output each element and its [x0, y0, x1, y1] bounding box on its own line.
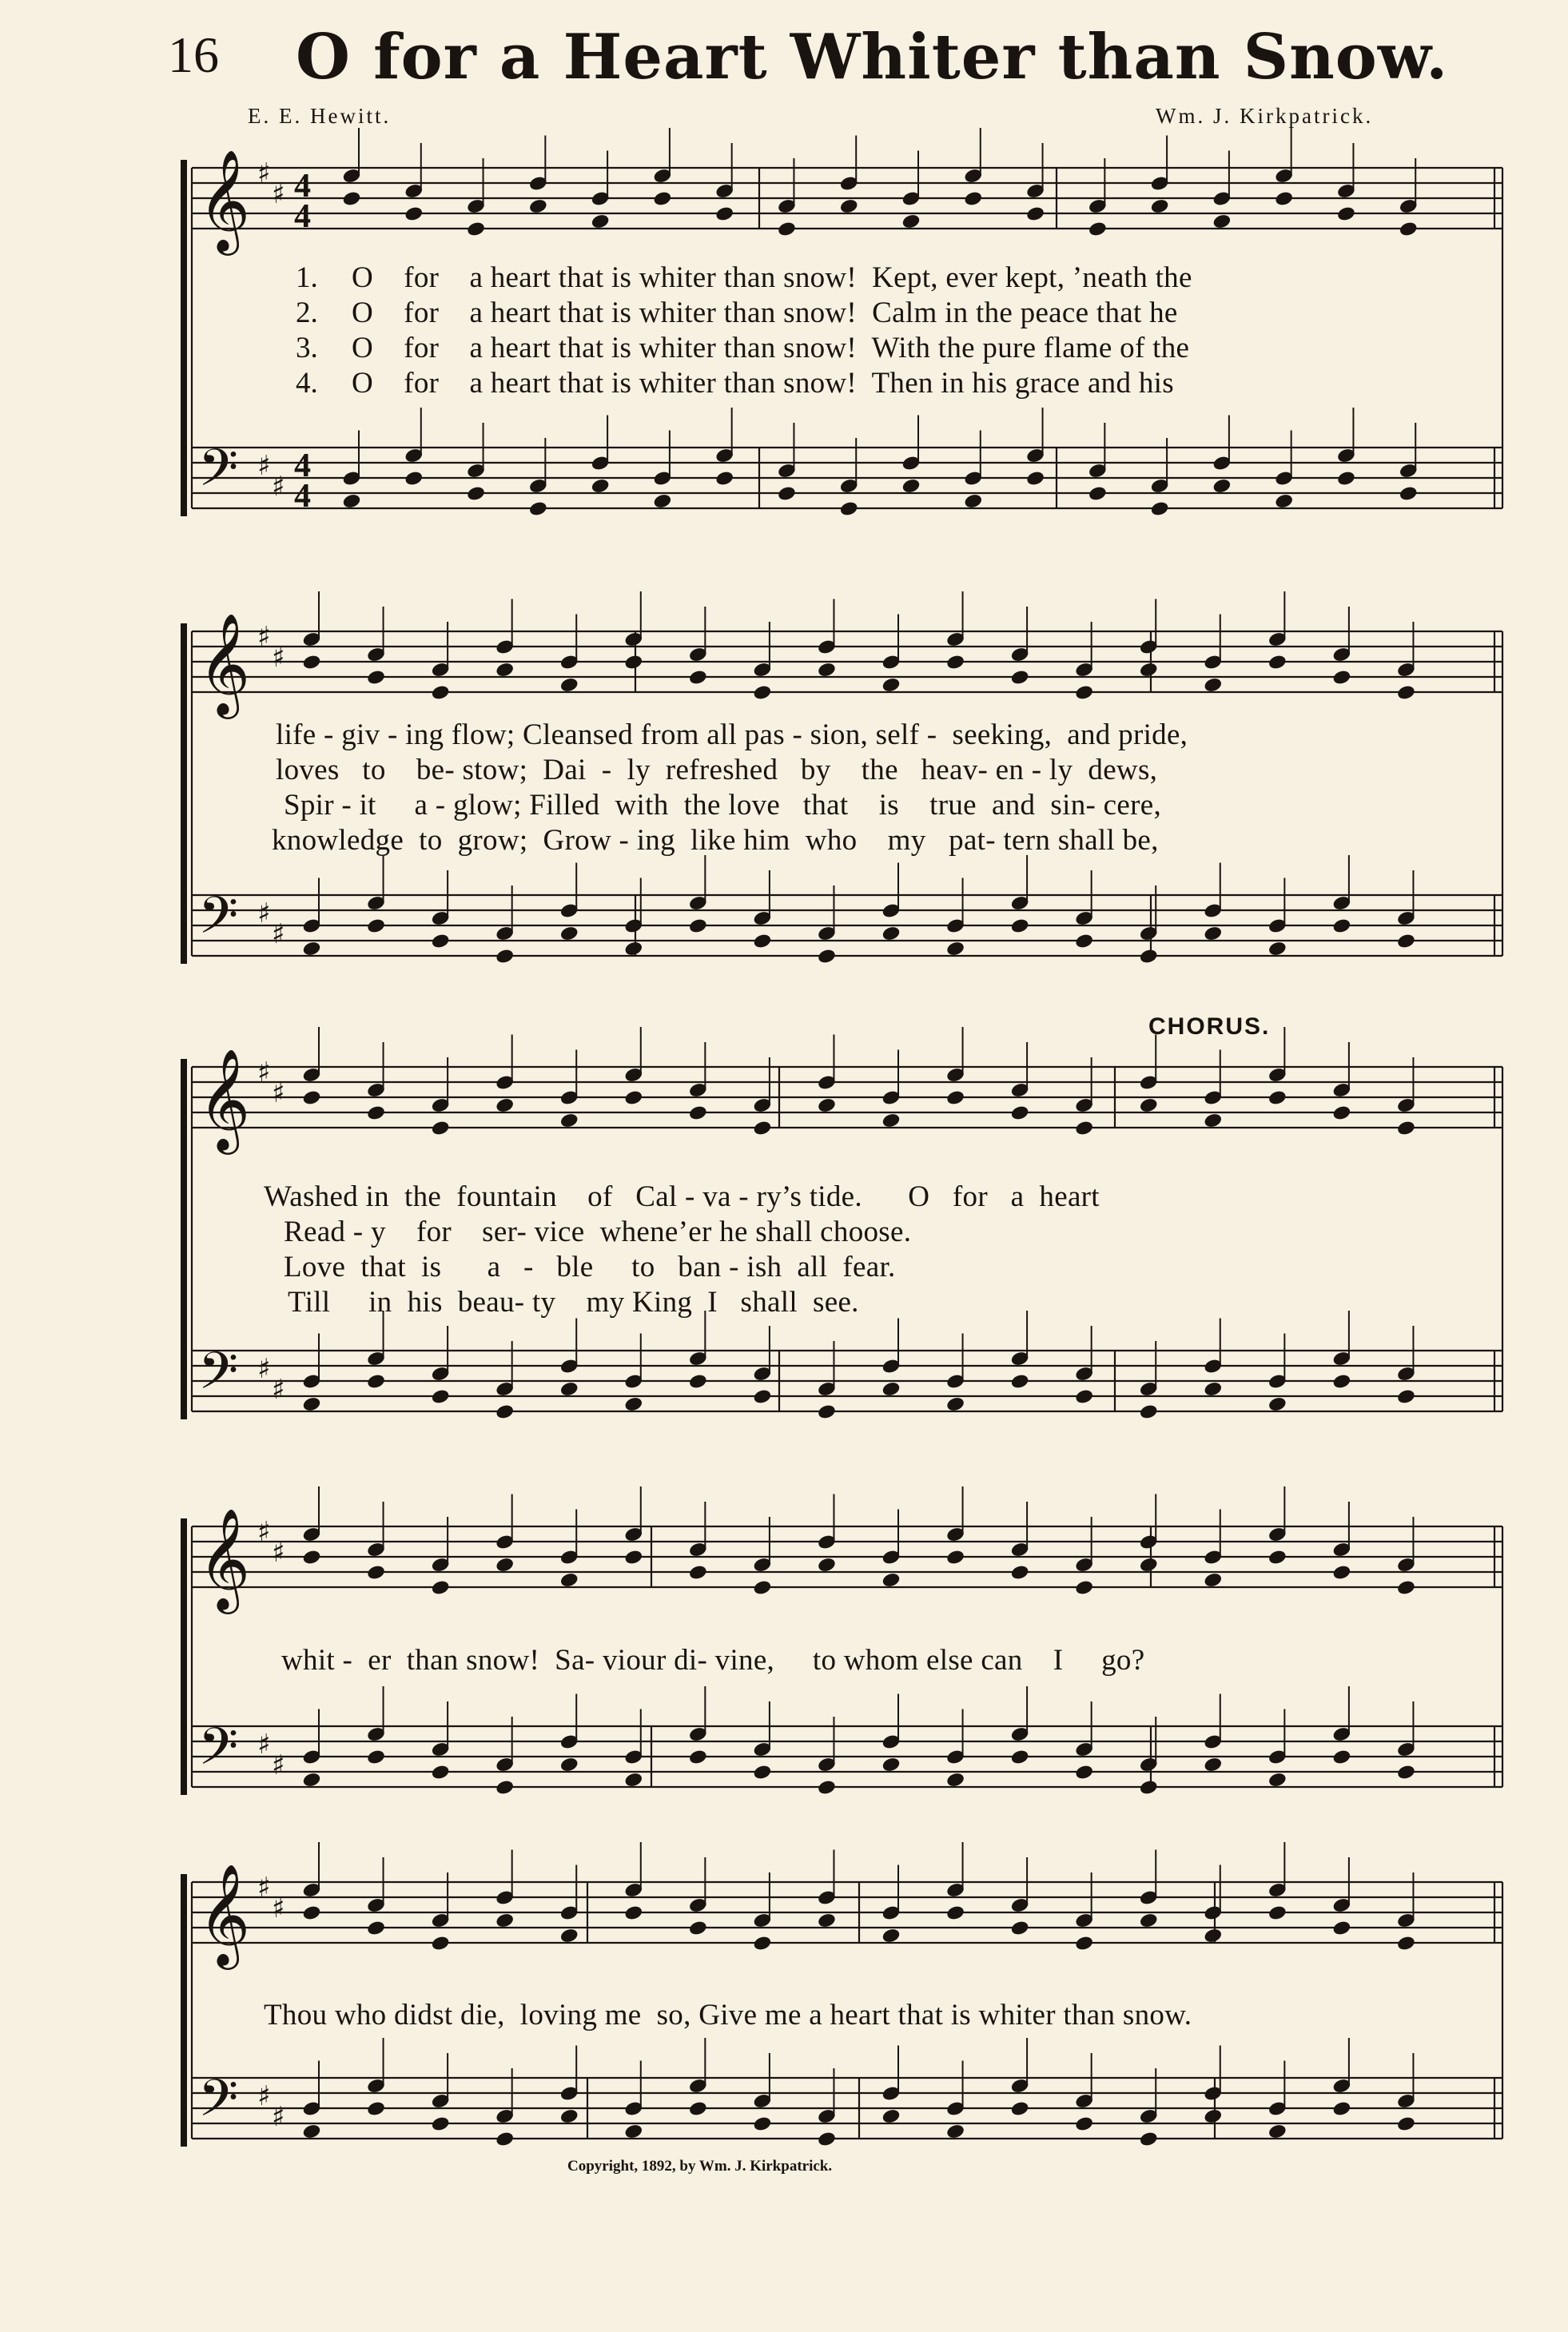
- treble-clef-icon: 𝄞: [198, 1048, 251, 1150]
- notehead: [1268, 1090, 1287, 1106]
- notehead: [946, 941, 965, 957]
- notehead: [1399, 486, 1418, 502]
- notehead: [1268, 2123, 1287, 2139]
- notehead: [302, 941, 321, 957]
- notehead: [882, 1757, 901, 1773]
- sharp-icon: ♯: [257, 897, 271, 929]
- notehead: [689, 670, 708, 686]
- notehead: [1397, 1120, 1416, 1136]
- lyric-s3-v4: Till in his beau- ty my King I shall see.: [288, 1286, 859, 1319]
- sharp-icon: ♯: [257, 621, 271, 653]
- notehead: [1397, 933, 1416, 949]
- notehead: [1139, 1780, 1158, 1796]
- notehead: [342, 191, 361, 207]
- notehead: [753, 1936, 772, 1952]
- sharp-icon: ♯: [257, 1872, 271, 1904]
- notehead: [946, 1396, 965, 1412]
- notehead: [431, 2116, 450, 2132]
- lyricist-credit: E. E. Hewitt.: [248, 104, 392, 128]
- notehead: [342, 493, 361, 509]
- notehead: [302, 1772, 321, 1788]
- notehead: [1204, 925, 1223, 941]
- notehead: [1275, 191, 1294, 207]
- notehead: [431, 1580, 450, 1596]
- sharp-icon: ♯: [272, 1077, 285, 1109]
- notehead: [302, 655, 321, 671]
- treble-clef-icon: 𝄞: [198, 1863, 251, 1965]
- notehead: [1332, 670, 1351, 686]
- notehead: [882, 1928, 901, 1944]
- notehead: [1139, 662, 1158, 678]
- notehead: [367, 1565, 386, 1581]
- notehead: [367, 918, 386, 934]
- sharp-icon: ♯: [272, 1537, 285, 1569]
- bass-clef-icon: 𝄢: [198, 1342, 239, 1414]
- copyright-notice: Copyright, 1892, by Wm. J. Kirkpatrick.: [567, 2158, 833, 2175]
- notehead: [1268, 941, 1287, 957]
- notehead: [901, 478, 921, 494]
- notehead: [1332, 1565, 1351, 1581]
- sharp-icon: ♯: [272, 2101, 285, 2133]
- notehead: [559, 1928, 579, 1944]
- lyric-s1-v1: O for a heart that is whiter than snow! Kept, ever kept, ’neath the: [352, 261, 1192, 294]
- notehead: [1010, 670, 1029, 686]
- notehead: [946, 655, 965, 671]
- notehead: [495, 1780, 515, 1796]
- notehead: [559, 677, 579, 693]
- lyric-s3-v3: Love that is a - ble to ban - ish all fear.: [284, 1251, 896, 1283]
- lyric-s5: Thou who didst die, loving me so, Give me a heart that is whiter than snow.: [264, 1999, 1192, 2032]
- verse-number-1: 1.: [296, 261, 318, 294]
- lyric-s1-v3: O for a heart that is whiter than snow! With the pure flame of the: [352, 332, 1190, 364]
- notehead: [818, 1404, 837, 1420]
- notehead: [1268, 1396, 1287, 1412]
- notehead: [1399, 221, 1418, 237]
- notehead: [1204, 677, 1223, 693]
- notehead: [431, 1389, 450, 1405]
- notehead: [778, 486, 797, 502]
- sharp-icon: ♯: [272, 1892, 285, 1924]
- notehead: [467, 486, 486, 502]
- notehead: [559, 1757, 579, 1773]
- notehead: [624, 1772, 643, 1788]
- notehead: [591, 213, 610, 229]
- bass-clef-icon: 𝄢: [198, 1717, 239, 1789]
- notehead: [1204, 1381, 1223, 1397]
- notehead: [964, 493, 983, 509]
- notehead: [495, 1404, 515, 1420]
- notehead: [1397, 1389, 1416, 1405]
- sharp-icon: ♯: [272, 1749, 285, 1781]
- sharp-icon: ♯: [257, 1353, 271, 1385]
- notehead: [1332, 1749, 1351, 1765]
- verse-number-4: 4.: [296, 367, 318, 400]
- notehead: [964, 191, 983, 207]
- notehead: [495, 1557, 515, 1573]
- notehead: [753, 1120, 772, 1136]
- notehead: [559, 1381, 579, 1397]
- notehead: [818, 1912, 837, 1928]
- notehead: [689, 918, 708, 934]
- notehead: [302, 1396, 321, 1412]
- notehead: [882, 677, 901, 693]
- notehead: [715, 471, 734, 487]
- notehead: [753, 685, 772, 701]
- sharp-icon: ♯: [257, 2080, 271, 2112]
- notehead: [901, 213, 921, 229]
- notehead: [367, 1374, 386, 1390]
- sharp-icon: ♯: [257, 450, 271, 482]
- notehead: [431, 1765, 450, 1781]
- notehead: [1075, 1765, 1094, 1781]
- time-signature-numerator: 4: [294, 448, 311, 484]
- notehead: [689, 1105, 708, 1121]
- notehead: [495, 949, 515, 965]
- notehead: [1075, 933, 1094, 949]
- notehead: [1075, 1120, 1094, 1136]
- verse-number-2: 2.: [296, 296, 318, 329]
- notehead: [591, 478, 610, 494]
- notehead: [1075, 1389, 1094, 1405]
- notehead: [404, 206, 424, 222]
- notehead: [302, 2123, 321, 2139]
- notehead: [302, 1550, 321, 1566]
- notehead: [624, 2123, 643, 2139]
- notehead: [946, 1772, 965, 1788]
- sharp-icon: ♯: [272, 1374, 285, 1406]
- notehead: [689, 2101, 708, 2117]
- notehead: [1026, 206, 1045, 222]
- sharp-icon: ♯: [257, 1729, 271, 1761]
- notehead: [946, 1090, 965, 1106]
- notehead: [1332, 918, 1351, 934]
- notehead: [431, 1120, 450, 1136]
- notehead: [1088, 221, 1108, 237]
- notehead: [1268, 1905, 1287, 1921]
- notehead: [431, 685, 450, 701]
- notehead: [624, 1550, 643, 1566]
- lyric-s3-v1: Washed in the fountain of Cal - va - ry’s tide. O for a heart: [264, 1180, 1100, 1213]
- notehead: [1010, 1920, 1029, 1936]
- notehead: [1332, 2101, 1351, 2117]
- notehead: [1150, 501, 1169, 517]
- notehead: [653, 191, 672, 207]
- sharp-icon: ♯: [272, 642, 285, 674]
- sharp-icon: ♯: [257, 1516, 271, 1548]
- notehead: [882, 1112, 901, 1128]
- bass-clef-icon: 𝄢: [198, 2069, 239, 2141]
- treble-clef-icon: 𝄞: [198, 149, 251, 251]
- notehead: [367, 1105, 386, 1121]
- time-signature-denominator: 4: [294, 198, 311, 235]
- sharp-icon: ♯: [272, 471, 285, 503]
- notehead: [946, 1550, 965, 1566]
- notehead: [1139, 1404, 1158, 1420]
- notehead: [1212, 478, 1232, 494]
- notehead: [1075, 1936, 1094, 1952]
- verse-number-3: 3.: [296, 332, 318, 364]
- notehead: [431, 1936, 450, 1952]
- notehead: [689, 1920, 708, 1936]
- notehead: [818, 1557, 837, 1573]
- notehead: [1275, 493, 1294, 509]
- notehead: [404, 471, 424, 487]
- lyric-s2-v3: Spir - it a - glow; Filled with the love that is true and sin- cere,: [284, 789, 1162, 822]
- notehead: [1204, 1112, 1223, 1128]
- notehead: [689, 1749, 708, 1765]
- notehead: [302, 1905, 321, 1921]
- notehead: [1204, 1757, 1223, 1773]
- notehead: [753, 1580, 772, 1596]
- notehead: [1010, 1374, 1029, 1390]
- notehead: [495, 1097, 515, 1113]
- notehead: [1139, 1097, 1158, 1113]
- sharp-icon: ♯: [257, 157, 271, 189]
- notehead: [753, 1389, 772, 1405]
- notehead: [689, 1565, 708, 1581]
- notehead: [882, 1381, 901, 1397]
- notehead: [559, 1112, 579, 1128]
- notehead: [624, 941, 643, 957]
- sharp-icon: ♯: [257, 1057, 271, 1088]
- notehead: [882, 1572, 901, 1588]
- notehead: [367, 1920, 386, 1936]
- notehead: [1268, 655, 1287, 671]
- hymn-title: O for a Heart Whiter than Snow.: [296, 21, 1449, 94]
- notehead: [1139, 1557, 1158, 1573]
- notehead: [367, 1749, 386, 1765]
- notehead: [495, 1912, 515, 1928]
- page-number: 16: [168, 26, 219, 83]
- notehead: [1010, 1105, 1029, 1121]
- treble-clef-icon: 𝄞: [198, 1507, 251, 1610]
- time-signature-numerator: 4: [294, 168, 311, 205]
- bass-clef-icon: 𝄢: [198, 886, 239, 958]
- notehead: [1268, 1772, 1287, 1788]
- notehead: [1397, 1765, 1416, 1781]
- lyric-s4: whit - er than snow! Sa- viour di- vine, to whom else can I go?: [281, 1644, 1145, 1677]
- notehead: [529, 198, 548, 214]
- notehead: [818, 1780, 837, 1796]
- notehead: [1026, 471, 1045, 487]
- notehead: [1075, 685, 1094, 701]
- notehead: [1010, 918, 1029, 934]
- notehead: [1397, 685, 1416, 701]
- notehead: [839, 501, 858, 517]
- notehead: [689, 1374, 708, 1390]
- bass-clef-icon: 𝄢: [198, 439, 239, 511]
- notehead: [946, 1905, 965, 1921]
- notehead: [946, 2123, 965, 2139]
- notehead: [1337, 206, 1356, 222]
- notehead: [1332, 1920, 1351, 1936]
- notehead: [778, 221, 797, 237]
- chorus-label: CHORUS.: [1148, 1013, 1271, 1040]
- lyric-s2-v1: life - giv - ing flow; Cleansed from all pas - sion, self - seeking, and pride,: [276, 718, 1188, 751]
- notehead: [1010, 2101, 1029, 2117]
- notehead: [882, 925, 901, 941]
- notehead: [753, 1765, 772, 1781]
- notehead: [715, 206, 734, 222]
- notehead: [624, 655, 643, 671]
- notehead: [753, 933, 772, 949]
- sharp-icon: ♯: [272, 918, 285, 950]
- notehead: [367, 2101, 386, 2117]
- notehead: [818, 1097, 837, 1113]
- notehead: [1332, 1105, 1351, 1121]
- notehead: [624, 1090, 643, 1106]
- notehead: [467, 221, 486, 237]
- notehead: [1139, 949, 1158, 965]
- lyric-s2-v2: loves to be- stow; Dai - ly refreshed by the heav- en - ly dews,: [276, 754, 1158, 786]
- notehead: [1088, 486, 1108, 502]
- notehead: [559, 925, 579, 941]
- lyric-s3-v2: Read - y for ser- vice whene’er he shall choose.: [284, 1216, 912, 1248]
- sharp-icon: ♯: [272, 178, 285, 210]
- lyric-s1-v4: O for a heart that is whiter than snow! Then in his grace and his: [352, 367, 1174, 400]
- notehead: [495, 2131, 515, 2147]
- notehead: [1010, 1749, 1029, 1765]
- notehead: [1332, 1374, 1351, 1390]
- notehead: [367, 670, 386, 686]
- notehead: [839, 198, 858, 214]
- treble-clef-icon: 𝄞: [198, 612, 251, 714]
- notehead: [1075, 1580, 1094, 1596]
- notehead: [1204, 1572, 1223, 1588]
- notehead: [1268, 1550, 1287, 1566]
- notehead: [1204, 2108, 1223, 2124]
- notehead: [753, 2116, 772, 2132]
- notehead: [431, 933, 450, 949]
- notehead: [624, 1905, 643, 1921]
- notehead: [1075, 2116, 1094, 2132]
- notehead: [1204, 1928, 1223, 1944]
- notehead: [882, 2108, 901, 2124]
- notehead: [818, 949, 837, 965]
- notehead: [1010, 1565, 1029, 1581]
- notehead: [559, 1572, 579, 1588]
- notehead: [1150, 198, 1169, 214]
- lyric-s1-v2: O for a heart that is whiter than snow! Calm in the peace that he: [352, 296, 1178, 329]
- notehead: [624, 1396, 643, 1412]
- lyric-s2-v4: knowledge to grow; Grow - ing like him who my pat- tern shall be,: [272, 824, 1159, 857]
- notehead: [1397, 1580, 1416, 1596]
- notehead: [818, 2131, 837, 2147]
- notehead: [818, 662, 837, 678]
- notehead: [1397, 1936, 1416, 1952]
- notehead: [1337, 471, 1356, 487]
- notehead: [653, 493, 672, 509]
- notehead: [1139, 1912, 1158, 1928]
- notehead: [1139, 2131, 1158, 2147]
- notehead: [1397, 2116, 1416, 2132]
- notehead: [529, 501, 548, 517]
- notehead: [1212, 213, 1232, 229]
- composer-credit: Wm. J. Kirkpatrick.: [1156, 104, 1374, 128]
- time-signature-denominator: 4: [294, 478, 311, 515]
- notehead: [559, 2108, 579, 2124]
- notehead: [495, 662, 515, 678]
- notehead: [302, 1090, 321, 1106]
